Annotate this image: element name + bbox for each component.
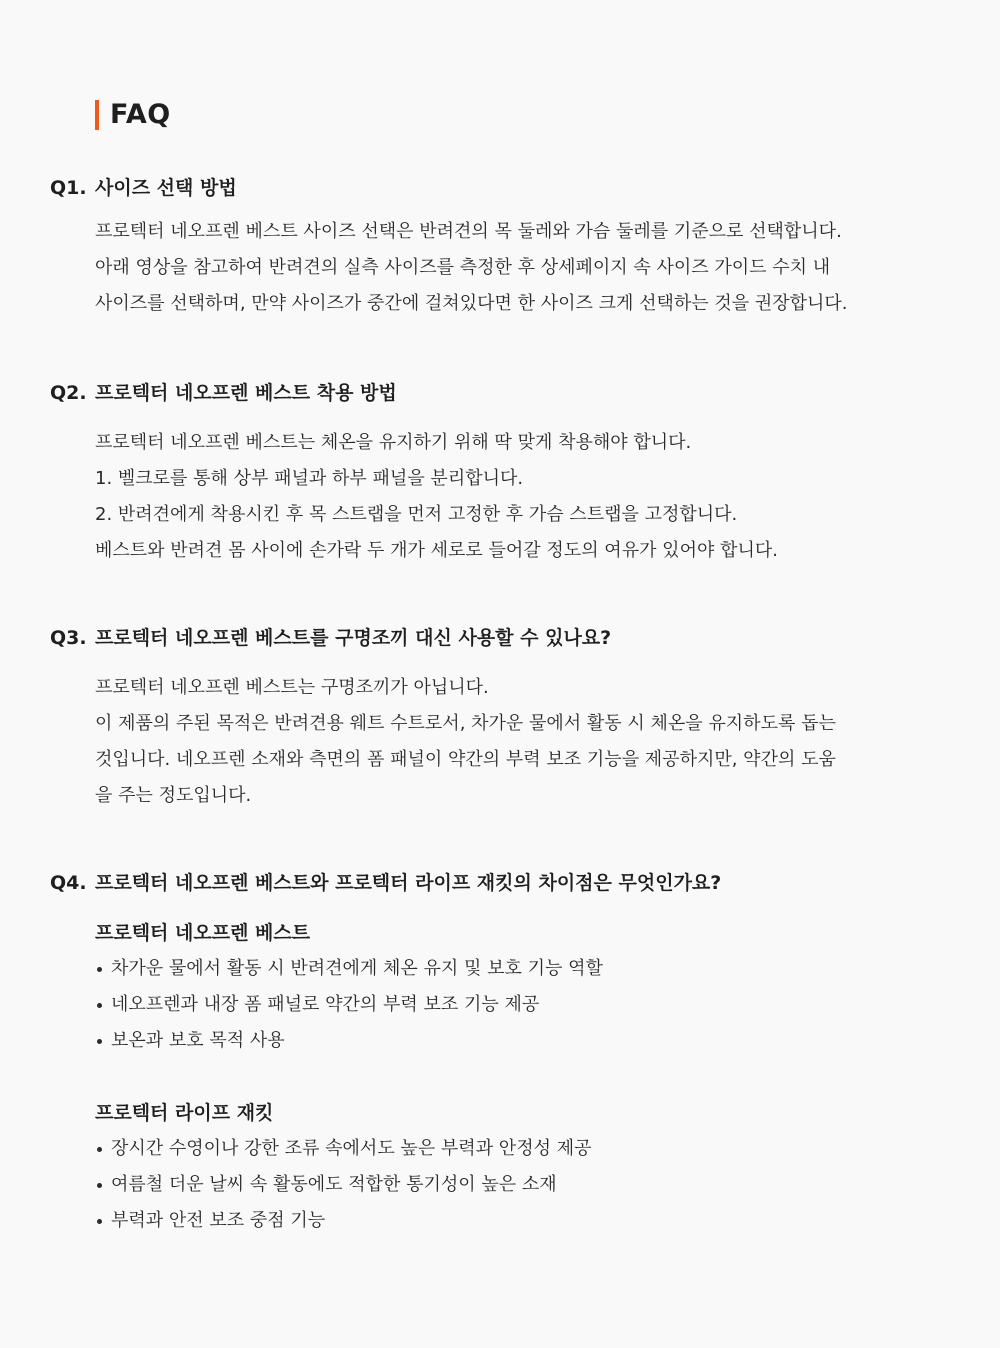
bullet-dot-icon xyxy=(97,1183,102,1188)
comparison-heading-jacket: 프로텍터 라이프 재킷 xyxy=(95,1102,274,1124)
answer-line: 베스트와 반려견 몸 사이에 손가락 두 개가 세로로 들어갈 정도의 여유가 있어야 합니다. xyxy=(95,540,778,561)
question-row xyxy=(50,624,930,652)
question-row xyxy=(50,379,930,407)
bullet-dot-icon xyxy=(97,1147,102,1152)
comparison-list-jacket xyxy=(95,1131,930,1239)
answer xyxy=(95,214,930,322)
answer-line: 아래 영상을 참고하여 반려견의 실측 사이즈를 측정한 후 상세페이지 속 사이즈 가이드 수치 내 xyxy=(95,257,831,278)
answer-line: 을 주는 정도입니다. xyxy=(95,785,252,806)
list-item-text: 보온과 보호 목적 사용 xyxy=(111,1030,285,1051)
answer-line: 1. 벨크로를 통해 상부 패널과 하부 패널을 분리합니다. xyxy=(95,468,524,489)
bullet-dot-icon xyxy=(97,1003,102,1008)
question-number: Q3. xyxy=(50,627,87,649)
faq-item-q2 xyxy=(50,379,930,569)
question-row xyxy=(50,869,930,897)
faq-item-q3 xyxy=(50,624,930,814)
bullet-dot-icon xyxy=(97,1219,102,1224)
bullet-dot-icon xyxy=(97,1039,102,1044)
question-text: 프로텍터 네오프렌 베스트와 프로텍터 라이프 재킷의 차이점은 무엇인가요? xyxy=(95,872,722,894)
bullet-dot-icon xyxy=(97,967,102,972)
question-number: Q1. xyxy=(50,177,87,199)
list-item-text: 차가운 물에서 활동 시 반려견에게 체온 유지 및 보호 기능 역할 xyxy=(111,958,603,979)
question-text: 프로텍터 네오프렌 베스트를 구명조끼 대신 사용할 수 있나요? xyxy=(95,627,612,649)
title-accent-bar xyxy=(95,100,99,130)
answer-line: 것입니다. 네오프렌 소재와 측면의 폼 패널이 약간의 부력 보조 기능을 제공하지만, 약간의 도움 xyxy=(95,749,836,770)
answer-line: 프로텍터 네오프렌 베스트 사이즈 선택은 반려견의 목 둘레와 가슴 둘레를 기준으로 선택합니다. xyxy=(95,221,842,242)
list-item xyxy=(95,1023,930,1059)
question-number: Q2. xyxy=(50,382,87,404)
answer xyxy=(95,425,930,569)
answer-line: 이 제품의 주된 목적은 반려견용 웨트 수트로서, 차가운 물에서 활동 시 체온을 유지하도록 돕는 xyxy=(95,713,836,734)
answer-line: 사이즈를 선택하며, 만약 사이즈가 중간에 걸쳐있다면 한 사이즈 크게 선택하는 것을 권장합니다. xyxy=(95,293,848,314)
list-item xyxy=(95,1131,930,1167)
question-text: 사이즈 선택 방법 xyxy=(95,177,237,199)
question-number: Q4. xyxy=(50,872,87,894)
list-item-text: 여름철 더운 날씨 속 활동에도 적합한 통기성이 높은 소재 xyxy=(111,1174,557,1195)
comparison-heading-vest: 프로텍터 네오프렌 베스트 xyxy=(95,922,311,944)
question-text: 프로텍터 네오프렌 베스트 착용 방법 xyxy=(95,382,397,404)
list-item xyxy=(95,1203,930,1239)
comparison-list-vest xyxy=(95,951,930,1059)
answer-line: 2. 반려견에게 착용시킨 후 목 스트랩을 먼저 고정한 후 가슴 스트랩을 고정합니다. xyxy=(95,504,738,525)
answer xyxy=(95,670,930,814)
faq-header xyxy=(95,100,171,130)
faq-item-q4 xyxy=(50,869,930,1239)
list-item xyxy=(95,987,930,1023)
list-item xyxy=(95,951,930,987)
list-item-text: 네오프렌과 내장 폼 패널로 약간의 부력 보조 기능 제공 xyxy=(111,994,540,1015)
list-item xyxy=(95,1167,930,1203)
question-row xyxy=(50,174,930,202)
answer-line: 프로텍터 네오프렌 베스트는 구명조끼가 아닙니다. xyxy=(95,677,489,698)
page-title: FAQ xyxy=(110,99,171,130)
faq-item-q1 xyxy=(50,174,930,322)
list-item-text: 부력과 안전 보조 중점 기능 xyxy=(111,1210,326,1231)
list-item-text: 장시간 수영이나 강한 조류 속에서도 높은 부력과 안정성 제공 xyxy=(111,1138,592,1159)
answer-line: 프로텍터 네오프렌 베스트는 체온을 유지하기 위해 딱 맞게 착용해야 합니다. xyxy=(95,432,692,453)
